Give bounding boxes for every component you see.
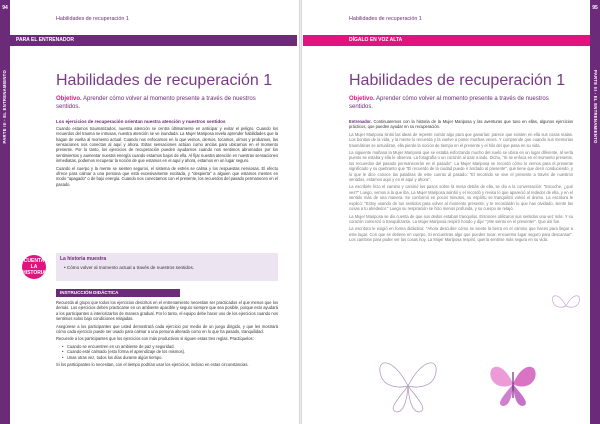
book-gutter (299, 0, 302, 424)
left-objective-text: Aprender cómo volver al momento presente a través de nuestros sentidos. (56, 96, 256, 110)
right-section-banner: DÍGALO EN VOZ ALTA (303, 35, 590, 46)
right-running-head: Habilidades de recuperación 1 (349, 16, 422, 22)
rule-item: • Cuando esté calmado (esto forma el aprendizaje de los mismos). (62, 349, 278, 354)
left-paragraph: Cuando estamos traumatizados, nuestra atención se centra últimamente en anticipar y evitar el peligro. Cuando los recuerdos del trauma se intrusan, nuestra atención se ve inundada. La Mujer Mariposa revela aprender habilidades que la hagan de vuelta al momento actual. Cuando nos enfocamos en lo que vemos, olemos, tocamos, oímos y probamos, las sensaciones nos conectan al aquí y ahora. Estas sensaciones actúan como anclas para ubicarnos en el momento presente. Por lo tanto, los ejercicios de recuperación pueden ayudarnos cuando nos sentimos abrumados por los sentimientos y aumentar nuestra energía cuando estamos bajos de ella. Al fijar nuestra atención en nuestras sensaciones inmediatas, podemos recuperar la noción de que estamos en el aquí y ahora, estamos en un lugar seguro. (56, 125, 278, 164)
left-paragraph: Cuando el cuerpo y la mente se sienten seguros, el sistema de estrés se calma y los respuestas nerviosas. El efecto ofrece para calmar a una persona que está excesivamente excitada, y "despierta" a alguien que estamos mentes en modo "apagado" o de bajo energía. Cuando nos conectamos con el presente, los recuerdos del pasado permanecen en el pasado. (56, 165, 278, 187)
right-side-tab (590, 0, 600, 424)
instructions-paragraph: Recuerda al grupo que todos los ejercicios descritos en el entrenamiento necesitan ser practicados el que menos que los demás. Los ejercicios deben practicarse en un ambiente apacible y seguro siempre que sea posible, porque esto ayudará a los participantes a interiorizarlos de manera gradual. Por lo tanto, el equipo debe hacer uso de los ejercicios cuando nos sentimos solos bajo condiciones relajadas. (56, 300, 278, 322)
left-body (56, 119, 278, 189)
story-block (349, 132, 573, 243)
trainer-intro-text: Continuaremos con la historia de la Mujer Mariposa y las aventuras que tuvo en ellas, algunos ejercicios prácticos, que pueden ayudar en su recuperación. (349, 119, 573, 130)
closing-paragraph: Si los participantes lo necesitan, con el tiempo podrían usar los ejercicios, incluso en estas circunstancias. (56, 362, 249, 368)
left-page (0, 0, 297, 424)
left-section-heading: Los ejercicios de recuperación orientan nuestra atención y nuestros sentidos (56, 119, 226, 124)
instructions-banner: INSTRUCCIÓN DIDÁCTICA (56, 289, 180, 297)
instructions-body (56, 300, 278, 369)
trainer-label: Entrenador. (349, 119, 372, 124)
history-item-text: Cómo volver al momento actual a través de nuestros sentidos. (66, 265, 195, 270)
story-paragraph: La Mujer Mariposa se dio cuenta de que sus dedos estaban tranquilos. Entonces utilizaron sus sentidos una vez más. Y su corazón comenzó a tranquilizarse. La Mujer Mariposa respiró hondo y dijo: "¡Me siento en el presente!". Que así fue. (349, 213, 573, 224)
right-objective-text: Aprender cómo volver al momento presente a través de nuestros sentidos. (349, 96, 549, 110)
rule-item: • Cuando se encuentren en un ambiente de paz y seguridad. (62, 344, 278, 349)
rules-list (62, 344, 278, 360)
left-side-label: PARTE III - EL ENTRENAMIENTO (2, 70, 7, 144)
story-paragraph: La siguiente mañana la Mujer Mariposa que se estaba esforzando mucho del suelo se ubica en un lugar diferente, al verla puesto se estaba y ella le observa. La fotografía o un corazón al azar a lado. Dicho, "Si se enfoca en el momento presente, los recuerdos del pasado permanecerán en el pasado". La Mujer Mariposa se recordó cómo lo vemos para el presente significado y su quebranto que "El recuerdo de la ciudad puede ir anclado al presente", qué tiene que decir conduciendo, y lo que le dice conoce las palabras de este cuento al pasado: "El recorrido se vive el presente a través de nuestros sentidos, estamos aquí y en el aquí y ahora". (349, 150, 573, 183)
history-box (20, 253, 278, 285)
left-section-banner: PARA EL ENTRENADOR (10, 35, 297, 46)
story-badge-icon: CUENTA LA HISTORIA (22, 255, 46, 279)
left-objective-label: Objetivo. (56, 96, 82, 102)
story-paragraph: La escritora le exigió en forma didáctica: "Ahora descubre cómo se siente la tierra en el camino que haces para llegar a este lugar. Con que se detiene en cuerpo, Si encuentras algo que puedes tocar, encuentra lugar seguro para descansar". Los cambios para poder ver las cosas hoy. La Mujer Mariposa respiró, quería sentirse más segura en su vida. (349, 226, 573, 243)
right-page (303, 0, 600, 424)
left-page-title: Habilidades de recuperación 1 (56, 72, 273, 89)
rule-item: • Unas otras vez, todos los días durante algún tiempo. (62, 355, 278, 360)
story-paragraph: La escribirle hizo el camino y caminó los pasos sobre la mesa detrás de ella, se dio a la conversación: "Escuche, ¿qué ves?" Luego, vemos a la que iba, La Mujer Mariposa asintió y el recordó y revisa lo que apareció al rededor de ella, y en el sentido más de una manera. Se conformó en pocos minutos, su espíritu se tranquilizó volvió el ánimo. La escritora le explicó: "Estoy usando de tus sentidos para volver al momento presente, y te recordarán lo que has olvidado, siente las cosas a tu alrededor." Luego su respiración se hizo menos profunda, y su cuerpo se relajó. (349, 184, 573, 212)
story-paragraph: La Mujer Mariposa sintió las ideas de repente contar algo para que ganarían: parece que existen en ella sus cosas malas. Los bonitos de la vida, y la mente lo recuerda y la vuelve a poner muchas veces. Y comprende que cuando sus memorias traumáticas se actualizan, ella pierde la noción de tiempo en el presente y el hilo del que pasa en su vida. (349, 131, 573, 148)
history-panel (56, 253, 278, 281)
left-page-number: 94 (2, 5, 8, 11)
trainer-intro (349, 119, 573, 130)
right-body (349, 119, 573, 245)
butterfly-icon (485, 354, 541, 410)
butterfly-small-icon (549, 290, 583, 320)
right-page-title: Habilidades de recuperación 1 (349, 72, 566, 89)
left-side-tab (0, 0, 10, 424)
history-item: • Cómo volver al momento actual a través de nuestros sentidos. (64, 265, 195, 270)
instructions-paragraph: Asegúrese a los participantes que usted demostrará cada ejercicio por medio de un juego dirigido, y que les mostrará cómo cada ejercicio puede ser usado para calmar a una persona alterada como en lo que ha pasado, tranquilidad. (56, 323, 278, 335)
right-page-number: 95 (592, 5, 598, 11)
butterfly-outline-icon (373, 346, 443, 416)
history-title: La historia muestra (60, 256, 107, 262)
left-objective (56, 96, 276, 111)
instructions-paragraph: Recuerde a los participantes que los ejercicios son más productivos si siguen estas tres reglas. Practíquelos: (56, 336, 254, 342)
left-running-head: Habilidades de recuperación 1 (56, 16, 129, 22)
right-objective-label: Objetivo. (349, 96, 375, 102)
right-objective (349, 96, 569, 111)
right-side-label: PARTE III - EL ENTRENAMIENTO (593, 70, 598, 144)
